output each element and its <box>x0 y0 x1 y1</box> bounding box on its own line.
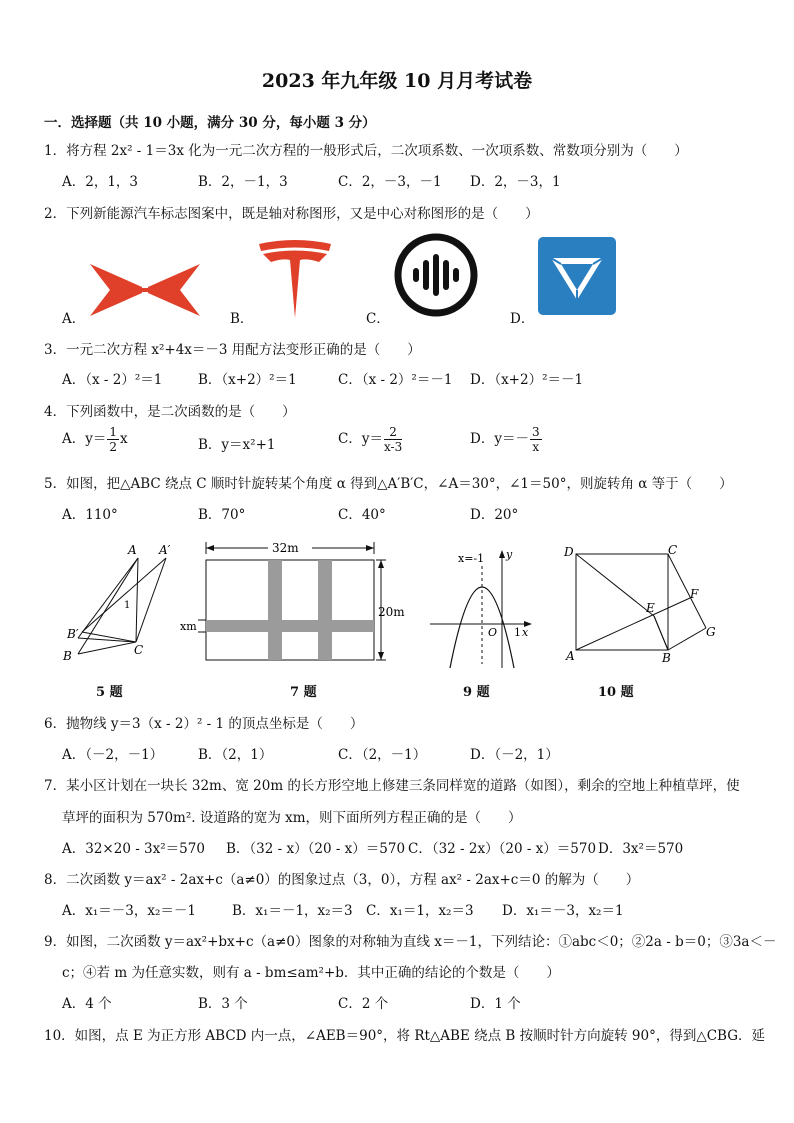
q7-option-a: A．32×20 - 3x²＝570 <box>62 841 205 857</box>
fig10-label-f: F <box>690 587 699 601</box>
q2-option-a: A． <box>62 311 86 327</box>
fig5-label-c: C <box>134 643 144 657</box>
fig5-label-angle-1: 1 <box>124 600 131 611</box>
question-4-stem: 4．下列函数中，是二次函数的是（ ） <box>44 404 296 420</box>
fig7-height-label: 20m <box>378 605 405 619</box>
figure-5-triangles <box>58 540 188 670</box>
fig9-y-label: y <box>506 548 513 561</box>
q6-option-b: B．（2，1） <box>198 747 273 763</box>
q6-option-c: C．（2，－1） <box>338 747 427 763</box>
page-title: 2023 年九年级 10 月月考试卷 <box>261 70 533 92</box>
q1-option-d: D．2，－3，1 <box>470 174 561 190</box>
q3-option-b: B．（x+2）²＝1 <box>198 372 297 388</box>
q4-c-fraction <box>384 426 402 453</box>
q4-c-denominator: x-3 <box>383 440 403 454</box>
question-9-stem-line-1: 9．如图，二次函数 y＝ax²+bx+c（a≠0）图象的对称轴为直线 x＝－1，下列结论：①abc＜0；②2a - b＝0；③3a＜－ <box>44 934 777 950</box>
question-3-stem: 3．一元二次方程 x²+4x＝－3 用配方法变形正确的是（ ） <box>44 342 421 358</box>
q2-option-b: B． <box>230 311 254 327</box>
q4-d-denominator: x <box>532 440 540 454</box>
q9-option-c: C．2 个 <box>338 996 389 1012</box>
q5-option-c: C．40° <box>338 507 386 523</box>
fig9-axis-label: x=-1 <box>458 552 485 565</box>
figure-9-parabola <box>426 546 534 670</box>
q1-option-a: A．2，1，3 <box>62 174 139 190</box>
q4-option-b: B．y＝x²+1 <box>198 437 276 453</box>
figure-5-caption: 5 题 <box>96 685 123 700</box>
q4-c-prefix: C．y＝ <box>338 431 383 447</box>
q4-d-fraction <box>530 426 542 453</box>
question-1-stem: 1．将方程 2x² - 1＝3x 化为一元二次方程的一般形式后，二次项系数、一次项系数、常数项分别为（ ） <box>44 143 688 159</box>
fig9-origin-label: O <box>488 626 498 639</box>
question-5-stem: 5．如图，把△ABC 绕点 C 顺时针旋转某个角度 α 得到△A′B′C，∠A＝30°，∠1＝50°，则旋转角 α 等于（ ） <box>44 476 733 492</box>
figure-9-caption: 9 题 <box>463 685 490 700</box>
fig10-label-c: C <box>668 543 678 557</box>
question-9-stem-line-2: c；④若 m 为任意实数，则有 a - bm≤am²+b．其中正确的结论的个数是（ ） <box>62 965 560 981</box>
fig10-label-d: D <box>564 545 574 559</box>
figure-10-caption: 10 题 <box>598 685 634 700</box>
q4-a-suffix: x <box>120 431 128 447</box>
q1-option-b: B．2，－1，3 <box>198 174 288 190</box>
q4-d-prefix: D．y＝－ <box>470 431 529 447</box>
question-7-stem-line-2: 草坪的面积为 570m². 设道路的宽为 xm，则下面所列方程正确的是（ ） <box>62 810 522 826</box>
q4-d-numerator: 3 <box>531 425 540 439</box>
fig7-road-label: xm <box>180 620 197 633</box>
q2-option-d: D． <box>510 311 535 327</box>
q7-option-b: B．（32 - x）（20 - x）＝570 <box>226 841 406 857</box>
fig9-one-label: 1 <box>514 626 521 639</box>
q8-option-d: D．x₁＝－3，x₂＝1 <box>502 903 624 919</box>
q5-option-b: B．70° <box>198 507 246 523</box>
fig10-label-b: B <box>662 651 671 665</box>
fig10-label-a: A <box>566 649 575 663</box>
q9-option-a: A．4 个 <box>62 996 112 1012</box>
q8-option-b: B．x₁＝－1，x₂＝3 <box>232 903 353 919</box>
q8-option-a: A．x₁＝－3，x₂＝－1 <box>62 903 196 919</box>
figure-10-square <box>562 542 728 668</box>
q4-a-fraction <box>107 426 119 453</box>
fig10-label-e: E <box>646 601 655 615</box>
q4-option-a <box>62 426 128 453</box>
tesla-logo-icon <box>255 238 335 320</box>
q6-option-a: A．（－2，－1） <box>62 747 164 763</box>
fig5-label-b: B <box>63 649 72 663</box>
xpeng-logo-icon <box>88 262 202 318</box>
question-10-stem: 10．如图，点 E 为正方形 ABCD 内一点，∠AEB＝90°，将 Rt△ABE 绕点 B 按顺时针方向旋转 90°，得到△CBG．延 <box>44 1028 766 1044</box>
figure-7-caption: 7 题 <box>290 685 317 700</box>
fig7-width-label: 32m <box>272 541 299 555</box>
question-2-stem: 2．下列新能源汽车标志图案中，既是轴对称图形，又是中心对称图形的是（ ） <box>44 206 539 222</box>
figure-7-field <box>176 538 414 668</box>
fig9-x-label: x <box>522 626 529 639</box>
q3-option-d: D．（x+2）²＝－1 <box>470 372 584 388</box>
q7-option-d: D．3x²＝570 <box>598 841 684 857</box>
q8-option-c: C．x₁＝1，x₂＝3 <box>366 903 474 919</box>
q3-option-a: A．（x - 2）²＝1 <box>62 372 163 388</box>
q7-option-c: C．（32 - 2x）（20 - x）＝570 <box>408 841 597 857</box>
q4-option-d <box>470 426 543 453</box>
fig5-label-a-prime: A′ <box>159 543 171 557</box>
question-7-stem-line-1: 7．某小区计划在一块长 32m、宽 20m 的长方形空地上修建三条同样宽的道路（如图），剩余的空地上种植草坪，使 <box>44 778 740 794</box>
q1-option-c: C．2，－3，－1 <box>338 174 442 190</box>
q4-option-c <box>338 426 403 453</box>
q9-option-b: B．3 个 <box>198 996 248 1012</box>
q5-option-d: D．20° <box>470 507 519 523</box>
triangle-badge-logo-icon <box>537 236 617 316</box>
fig5-label-a: A <box>128 543 137 557</box>
circle-bars-logo-icon <box>393 232 479 318</box>
section-heading: 一．选择题（共 10 小题，满分 30 分，每小题 3 分） <box>44 115 376 131</box>
q4-a-prefix: A．y＝ <box>62 431 107 447</box>
q4-a-numerator: 1 <box>109 425 118 439</box>
q6-option-d: D．（－2，1） <box>470 747 559 763</box>
q4-a-denominator: 2 <box>109 440 118 454</box>
q9-option-d: D．1 个 <box>470 996 521 1012</box>
q3-option-c: C．（x - 2）²＝－1 <box>338 372 453 388</box>
fig5-label-b-prime: B′ <box>67 627 79 641</box>
q2-option-c: C． <box>366 311 390 327</box>
question-8-stem: 8．二次函数 y＝ax² - 2ax+c（a≠0）的图象过点（3，0），方程 ax² - 2ax+c＝0 的解为（ ） <box>44 872 640 888</box>
fig10-label-g: G <box>706 625 716 639</box>
question-6-stem: 6．抛物线 y＝3（x - 2）² - 1 的顶点坐标是（ ） <box>44 716 364 732</box>
q4-c-numerator: 2 <box>384 426 402 440</box>
q5-option-a: A．110° <box>62 507 118 523</box>
